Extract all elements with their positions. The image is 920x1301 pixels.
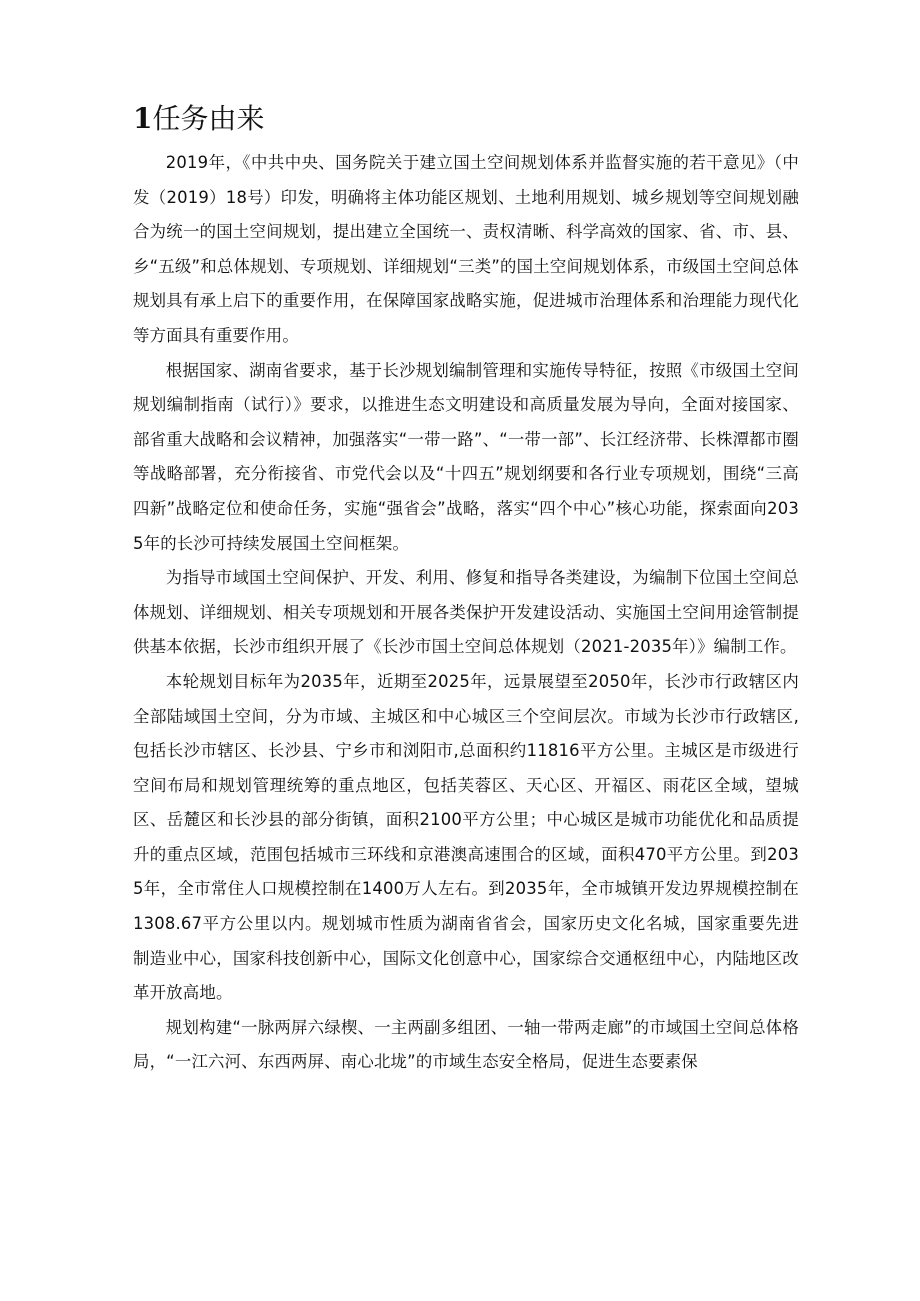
paragraph-requirements: 根据国家、湖南省要求，基于长沙规划编制管理和实施传导特征，按照《市级国土空间规划编制指南（试行）》要求，以推进生态文明建设和高质量发展为导向，全面对接国家、部省重大战略和会议精神，加强落实“一带一路”、“一带一部”、长江经济带、长株潭都市圈等战略部署，充分衔接省、市党代会以及“十四五”规划纲要和各行业专项规划，围绕“三高四新”战略定位和使命任务，实施“强省会”战略，落实“四个中心”核心功能，探索面向2035年的长沙可持续发展国土空间框架。 [133, 360, 800, 553]
paragraph-scope: 本轮规划目标年为2035年，近期至2025年，远景展望至2050年，长沙市行政辖区内全部陆域国土空间，分为市域、主城区和中心城区三个空间层次。市域为长沙市行政辖区,包括长沙市辖区、长沙县、宁乡市和浏阳市,总面积约11816平方公里。主城区是市级进行空间布局和规划管理统筹的重点地区，包括芙蓉区、天心区、开福区、雨花区全域，望城区、岳麓区和长沙县的部分街镇，面积2100平方公里；中心城区是城市功能优化和品质提升的重点区域，范围包括城市三环线和京港澳高速围合的区域，面积470平方公里。到2035年，全市常住人口规模控制在1400万人左右。到2035年，全市城镇开发边界规模控制在1308.67平方公里以内。规划城市性质为湖南省省会，国家历史文化名城，国家重要先进制造业中心，国家科技创新中心，国际文化创意中心，国家综合交通枢纽中心，内陆地区改革开放高地。 [133, 671, 799, 1003]
paragraph-purpose: 为指导市域国土空间保护、开发、利用、修复和指导各类建设，为编制下位国土空间总体规划、详细规划、相关专项规划和开展各类保护开发建设活动、实施国土空间用途管制提供基本依据，长沙市组织开展了《长沙市国土空间总体规划（2021-2035年）》编制工作。 [133, 568, 799, 657]
paragraph-background: 2019年，《中共中央、国务院关于建立国土空间规划体系并监督实施的若干意见》（中发（2019）18号）印发，明确将主体功能区规划、土地利用规划、城乡规划等空间规划融合为统一的国土空间规划，提出建立全国统一、责权清晰、科学高效的国家、省、市、县、乡“五级”和总体规划、专项规划、详细规划“三类”的国土空间规划体系，市级国土空间总体规划具有承上启下的重要作用，在保障国家战略实施，促进城市治理体系和治理能力现代化等方面具有重要作用。 [133, 153, 799, 345]
section-heading [133, 96, 799, 142]
section-title: 任务由来 [152, 102, 265, 135]
section-number: 1 [133, 102, 153, 135]
paragraph-pattern: 规划构建“一脉两屏六绿楔、一主两副多组团、一轴一带两走廊”的市域国土空间总体格局，“一江六河、东西两屏、南心北垅”的市域生态安全格局，促进生态要素保 [133, 1017, 799, 1072]
document-page [133, 96, 799, 1080]
